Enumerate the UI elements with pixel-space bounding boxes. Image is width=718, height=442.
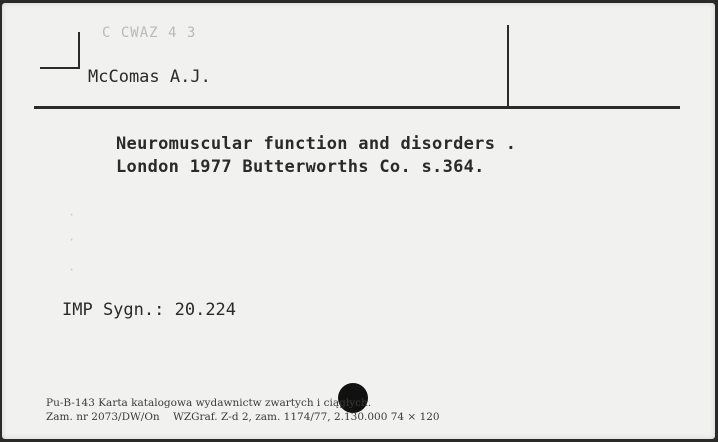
signature-label: IMP Sygn.: [62,300,165,320]
ink-speck: · [68,263,76,277]
card-rule-right-vertical [507,25,509,107]
card-rule-left-horizontal [40,67,80,69]
signature-line [62,300,236,320]
signature-number: 20.224 [174,300,237,320]
catalog-card [2,3,715,439]
card-rule-left-vertical [78,32,80,68]
footer-print-info: Zam. nr 2073/DW/On WZGraf. Z-d 2, zam. 1174/77, 2.130.000 74 × 120 [46,411,440,423]
book-title: Neuromuscular function and disorders . [116,134,517,154]
author-name: McComas A.J. [88,67,211,87]
card-rule-main-horizontal [34,106,680,109]
publication-info: London 1977 Butterworths Co. s.364. [116,157,485,177]
footer-form-name: Pu-B-143 Karta katalogowa wydawnictw zwartych i ciągłych. [46,397,372,409]
ink-speck: · [68,208,76,222]
ink-speck: · [68,233,76,247]
faded-header-text: C CWAZ 4 3 [102,25,197,41]
